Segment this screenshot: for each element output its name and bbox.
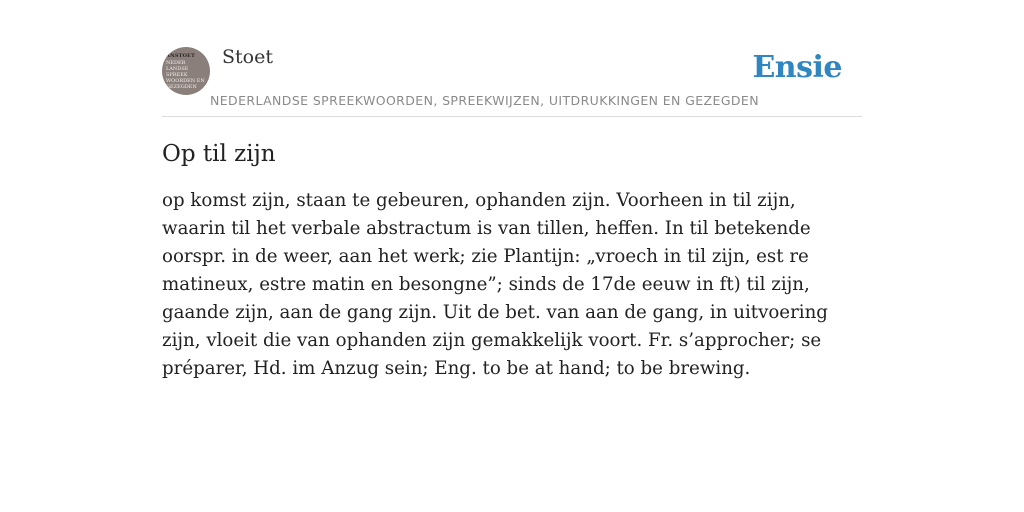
avatar-line: WOORDEN EN (166, 78, 205, 84)
avatar-line: SPREEK (166, 72, 188, 78)
entry-header (162, 44, 862, 117)
entry-definition: op komst zijn, staan te gebeuren, ophanden zijn. Voorheen in til zijn, waarin til het verbale abstractum is van tillen, heffen. In til betekende oorspr. in de weer, aan het werk; zie Plantijn: „vroech in til zijn, est re matineux, estre matin en besongne”; sinds de 17de eeuw in ft) til zijn, gaande zijn, aan de gang zijn. Uit de bet. van aan de gang, in uitvoering zijn, vloeit die van ophanden zijn gemakkelijk voort. Fr. s’approcher; se préparer, Hd. im Anzug sein; Eng. to be at hand; to be brewing. (162, 190, 828, 379)
ensie-logo[interactable]: Ensie (752, 50, 842, 85)
avatar-text-lines (166, 60, 210, 90)
author-avatar[interactable] (162, 47, 210, 95)
avatar-line: NEDER (166, 60, 186, 66)
avatar-line: GEZEGDEN (166, 84, 197, 90)
entry-title: Op til zijn (162, 141, 276, 167)
entry-card (162, 44, 862, 383)
avatar-line: LANDSE (166, 66, 189, 72)
author-name[interactable]: Stoet (222, 46, 273, 68)
avatar-text-top: ANSTOET (166, 53, 196, 59)
source-title[interactable]: NEDERLANDSE SPREEKWOORDEN, SPREEKWIJZEN, UITDRUKKINGEN EN GEZEGDEN (210, 93, 759, 108)
